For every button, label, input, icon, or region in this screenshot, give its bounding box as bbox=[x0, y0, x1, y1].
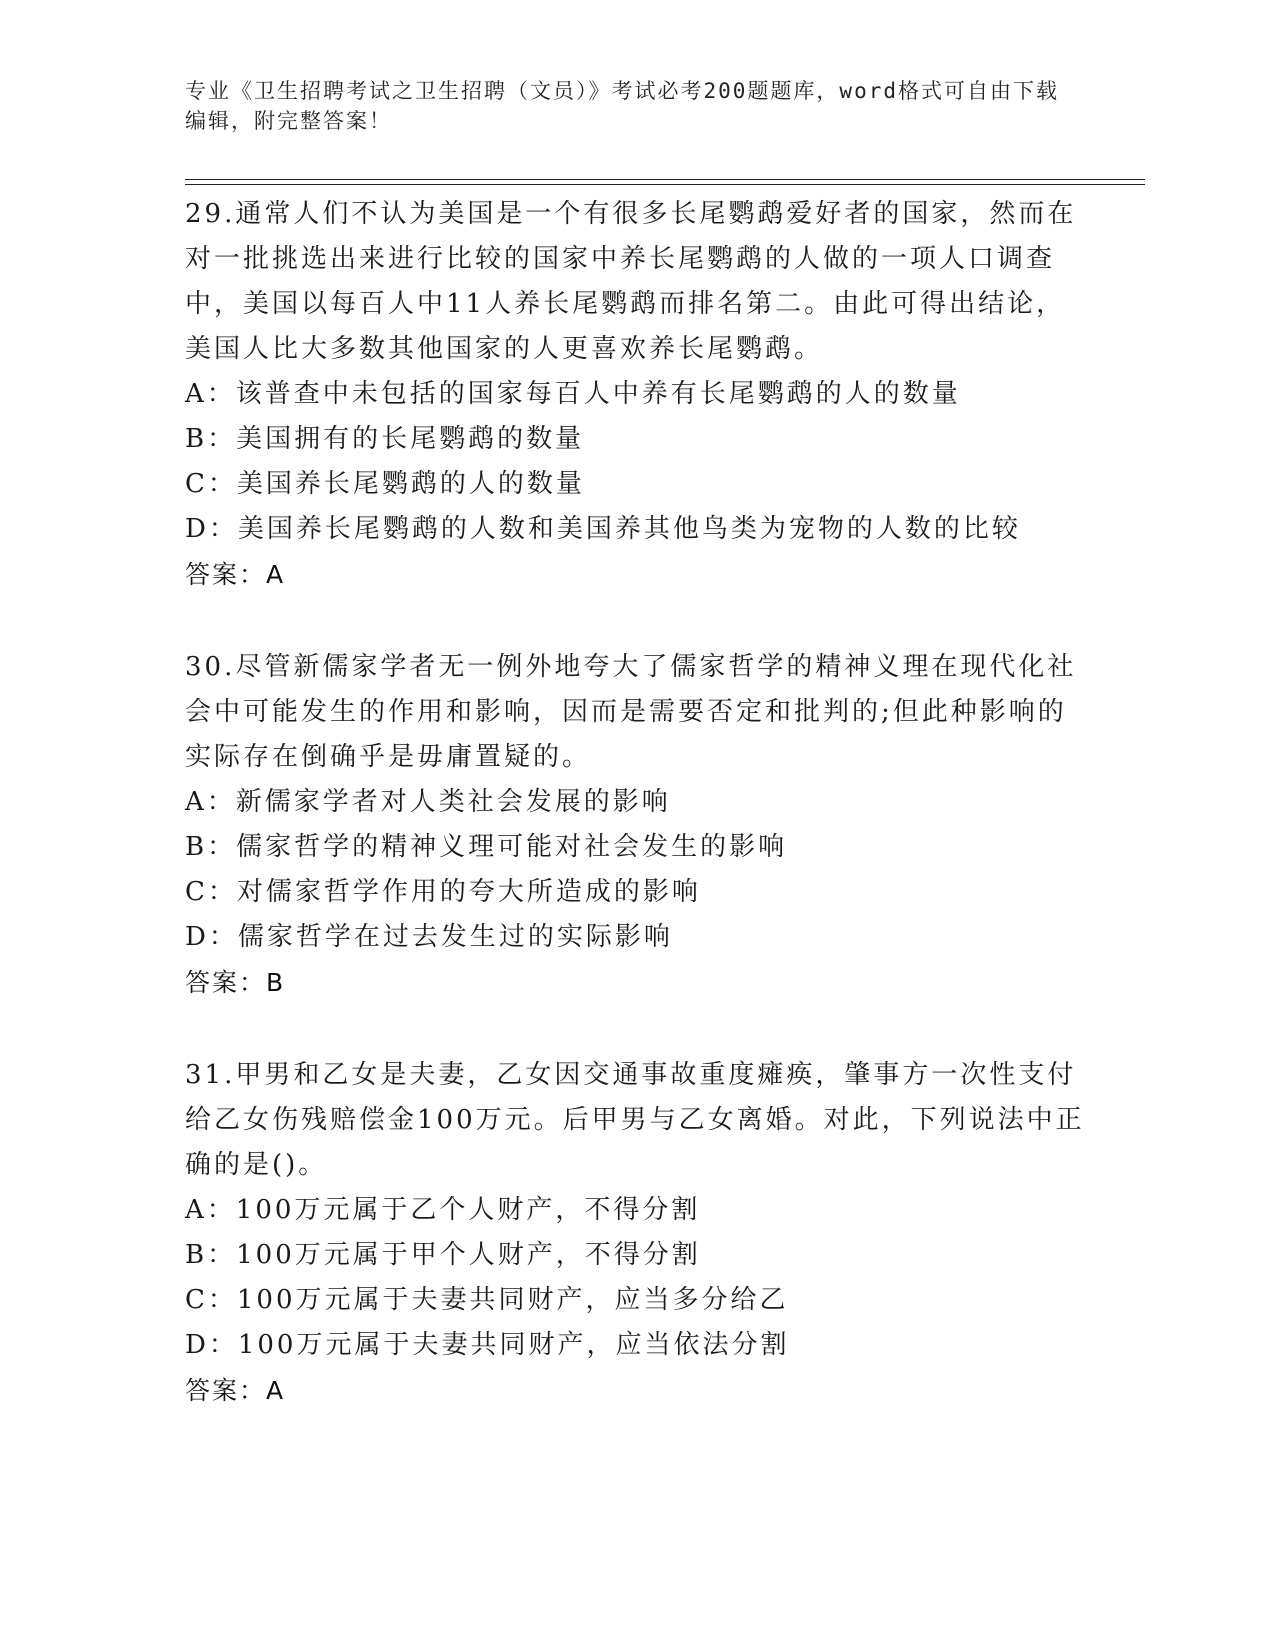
answer: 答案：B bbox=[185, 968, 286, 997]
question-list bbox=[185, 192, 1085, 1461]
header-rule-top bbox=[185, 179, 1145, 180]
option-d: D：100万元属于夫妻共同财产，应当依法分割 bbox=[185, 1330, 790, 1360]
question-29 bbox=[185, 192, 1085, 597]
answer: 答案：A bbox=[185, 1376, 286, 1405]
option-c: C：对儒家哲学作用的夸大所造成的影响 bbox=[185, 877, 701, 907]
question-30 bbox=[185, 645, 1085, 1005]
option-d: D：儒家哲学在过去发生过的实际影响 bbox=[185, 922, 673, 952]
option-b: B：儒家哲学的精神义理可能对社会发生的影响 bbox=[185, 832, 788, 862]
option-a: A：新儒家学者对人类社会发展的影响 bbox=[185, 787, 671, 817]
option-a: A：100万元属于乙个人财产，不得分割 bbox=[185, 1195, 701, 1225]
option-b: B：美国拥有的长尾鹦鹉的数量 bbox=[185, 424, 585, 454]
option-d: D：美国养长尾鹦鹉的人数和美国养其他鸟类为宠物的人数的比较 bbox=[185, 514, 1021, 544]
option-b: B：100万元属于甲个人财产，不得分割 bbox=[185, 1240, 701, 1270]
question-stem: 31.甲男和乙女是夫妻，乙女因交通事故重度瘫痪，肇事方一次性支付给乙女伤残赔偿金100万元。后甲男与乙女离婚。对此，下列说法中正确的是()。 bbox=[185, 1060, 1085, 1180]
option-a: A：该普查中未包括的国家每百人中养有长尾鹦鹉的人的数量 bbox=[185, 379, 961, 409]
header-rule-bottom bbox=[185, 184, 1145, 185]
document-header: 专业《卫生招聘考试之卫生招聘（文员）》考试必考200题题库，word格式可自由下载编辑，附完整答案！ bbox=[185, 79, 1059, 133]
option-c: C：100万元属于夫妻共同财产，应当多分给乙 bbox=[185, 1285, 789, 1315]
answer: 答案：A bbox=[185, 560, 286, 589]
question-stem: 29.通常人们不认为美国是一个有很多长尾鹦鹉爱好者的国家，然而在对一批挑选出来进行比较的国家中养长尾鹦鹉的人做的一项人口调查中，美国以每百人中11人养长尾鹦鹉而排名第二。由此可得出结论，美国人比大多数其他国家的人更喜欢养长尾鹦鹉。 bbox=[185, 199, 1077, 364]
option-c: C：美国养长尾鹦鹉的人的数量 bbox=[185, 469, 585, 499]
question-stem: 30.尽管新儒家学者无一例外地夸大了儒家哲学的精神义理在现代化社会中可能发生的作用和影响，因而是需要否定和批判的;但此种影响的实际存在倒确乎是毋庸置疑的。 bbox=[185, 652, 1077, 772]
question-31 bbox=[185, 1053, 1085, 1413]
